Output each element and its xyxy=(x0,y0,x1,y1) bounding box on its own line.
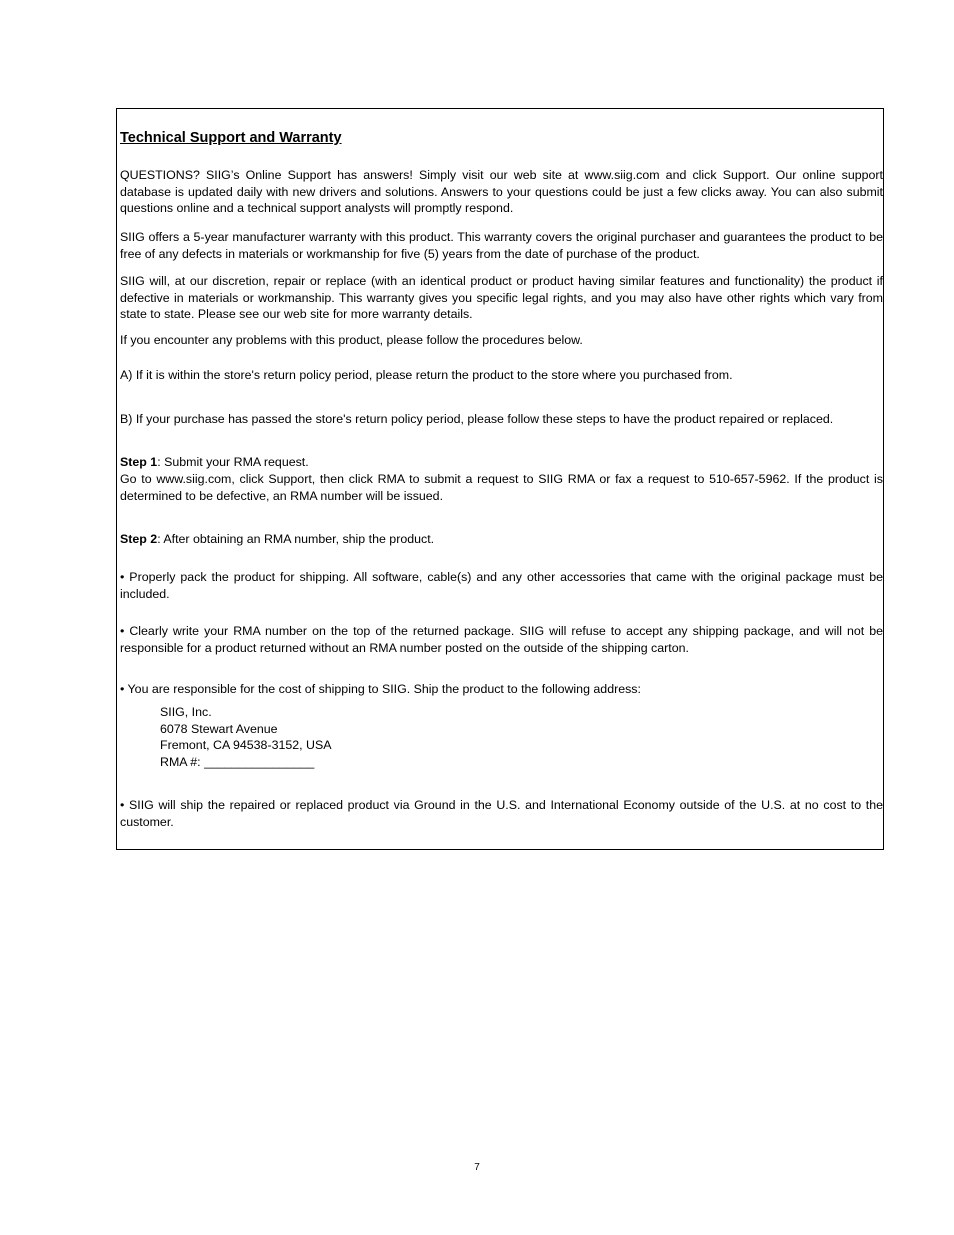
bullet-rma-number: • Clearly write your RMA number on the top of the returned package. SIIG will refuse to accept any shipping package, and will not be responsible for a product returned without an RMA number posted on the outside of the shipping carton. xyxy=(120,624,883,655)
address-line-city: Fremont, CA 94538-3152, USA xyxy=(160,738,332,753)
step1-heading-text: : Submit your RMA request. xyxy=(157,455,309,469)
questions-paragraph: QUESTIONS? SIIG’s Online Support has answers! Simply visit our web site at www.siig.com and click Support. Our online support database is updated daily with new drivers and solutions. Answers to your questions could be just a few clicks away. You can also submit questions online and a technical support analysts will promptly respond. xyxy=(120,168,883,216)
address-line-company: SIIG, Inc. xyxy=(160,705,212,719)
step1-body: Go to www.siig.com, click Support, then click RMA to submit a request to SIIG RMA or fax a request to 510-657-5962. If the product is determined to be defective, an RMA number will be issued. xyxy=(120,472,883,503)
step2-label: Step 2 xyxy=(120,532,158,546)
bullet-pack: • Properly pack the product for shipping. All software, cable(s) and any other accessories that came with the original package must be included. xyxy=(120,570,883,601)
page-number: 7 xyxy=(474,1162,480,1173)
problems-paragraph: If you encounter any problems with this product, please follow the procedures below. xyxy=(120,333,583,347)
address-line-rma: RMA #: ________________ xyxy=(160,754,315,769)
step2-heading-text: : After obtaining an RMA number, ship the product. xyxy=(157,532,435,546)
warranty-paragraph: SIIG offers a 5-year manufacturer warranty with this product. This warranty covers the original purchaser and guarantees the product to be free of any defects in materials or workmanship for five (5) years from the date of purchase of the product. xyxy=(120,230,883,261)
address-block xyxy=(160,704,332,770)
step1-label: Step 1 xyxy=(120,455,158,469)
section-title: Technical Support and Warranty xyxy=(120,130,342,146)
step1-heading xyxy=(120,454,883,471)
address-line-street: 6078 Stewart Avenue xyxy=(160,721,278,736)
option-b: B) If your purchase has passed the store's return policy period, please follow these steps to have the product repaired or replaced. xyxy=(120,412,834,426)
bullet-shipping-cost: • You are responsible for the cost of shipping to SIIG. Ship the product to the following address: xyxy=(120,682,641,696)
repair-paragraph: SIIG will, at our discretion, repair or replace (with an identical product or product having similar features and functionality) the product if defective in materials or workmanship. This warranty gives you specific legal rights, and you may also have other rights which vary from state to state. Please see our web site for more warranty details. xyxy=(120,274,883,322)
step2-heading xyxy=(120,531,883,548)
warranty-box xyxy=(116,108,884,850)
bullet-return-shipping: • SIIG will ship the repaired or replaced product via Ground in the U.S. and International Economy outside of the U.S. at no cost to the customer. xyxy=(120,798,883,829)
option-a: A) If it is within the store's return policy period, please return the product to the store where you purchased from. xyxy=(120,368,733,382)
